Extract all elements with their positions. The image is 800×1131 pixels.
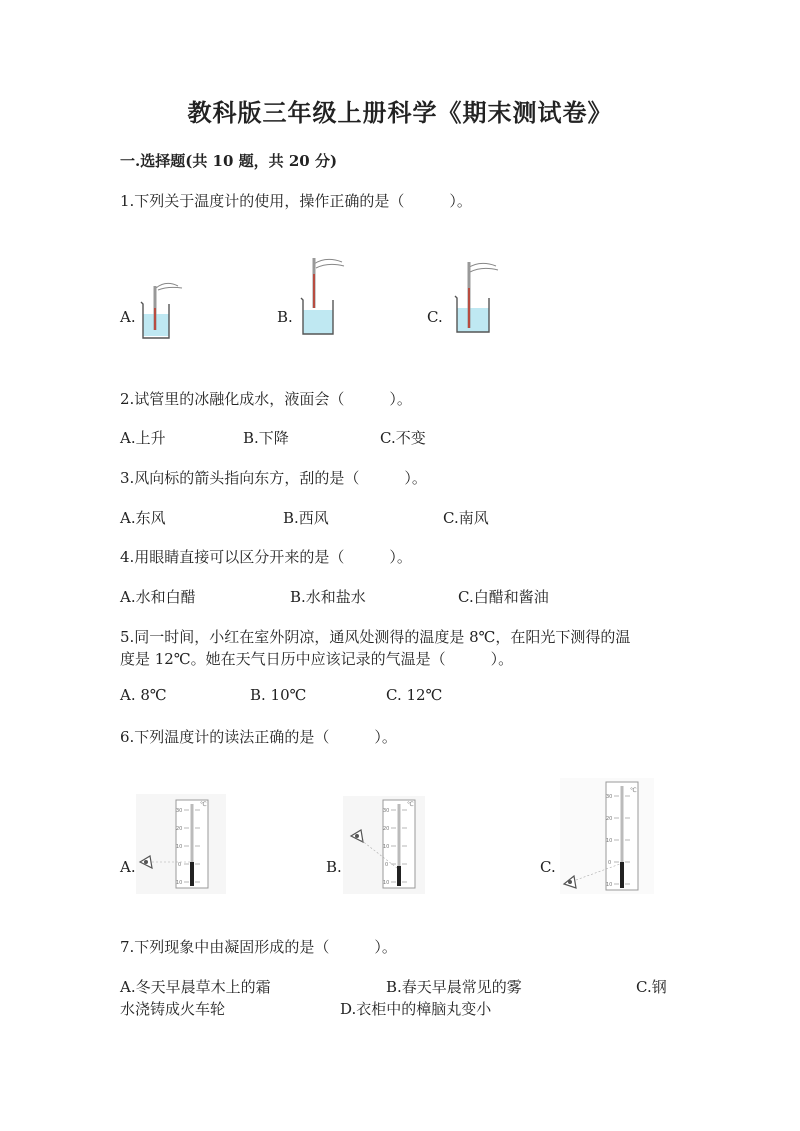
q4-option-b[interactable]: B.水和盐水 [290,588,366,606]
section-heading: 一.选择题(共 10 题，共 20 分) [120,152,338,170]
question-4-stem: 4.用眼睛直接可以区分开来的是（ ）。 [120,548,412,566]
q5-option-b[interactable]: B. 10℃ [250,686,307,704]
q7-option-a[interactable]: A.冬天早晨草木上的霜 [120,978,271,996]
scale-tick-label: 0 [608,860,612,866]
scale-tick-label: 10 [606,838,613,844]
q5-option-c[interactable]: C. 12℃ [386,686,443,704]
q6-option-b-label[interactable]: B. [326,858,342,876]
page-title: 教科版三年级上册科学《期末测试卷》 [187,98,613,127]
thermometer-figure-c [560,778,654,894]
q2-option-c[interactable]: C.不变 [380,429,426,447]
scale-tick-label: 30 [383,808,390,814]
scale-tick-0: 0 [178,862,182,868]
question-1-stem: 1.下列关于温度计的使用，操作正确的是（ ）。 [120,192,472,210]
beaker-figure-a [138,278,186,342]
scale-tick-label: 10 [383,844,390,850]
thermometer-figure-a [136,794,226,894]
q4-option-c[interactable]: C.白醋和酱油 [458,588,549,606]
scale-tick-label: 20 [383,826,390,832]
scale-unit: ℃ [407,801,414,808]
q2-option-b[interactable]: B.下降 [243,429,289,447]
scale-tick-20: 20 [176,826,183,832]
question-2-stem: 2.试管里的冰融化成水，液面会（ ）。 [120,390,412,408]
q3-option-a[interactable]: A.东风 [120,509,166,527]
q7-option-c[interactable]: C.钢 [636,978,667,996]
q3-option-b[interactable]: B.西风 [283,509,329,527]
question-3-stem: 3.风向标的箭头指向东方，刮的是（ ）。 [120,469,427,487]
scale-tick-minus10: 10 [176,880,183,886]
q1-option-c-label[interactable]: C. [427,308,443,326]
q1-option-b-label[interactable]: B. [277,308,293,326]
q6-option-c-label[interactable]: C. [540,858,556,876]
q2-option-a[interactable]: A.上升 [120,429,166,447]
scale-tick-label: 10 [606,882,613,888]
q7-option-d[interactable]: D.衣柜中的樟脑丸变小 [340,1000,492,1018]
q7-option-b[interactable]: B.春天早晨常见的雾 [386,978,522,996]
scale-tick-label: 20 [606,816,613,822]
scale-tick-label: 0 [385,862,389,868]
question-5-stem-line1: 5.同一时间，小红在室外阴凉，通风处测得的温度是 8℃，在阳光下测得的温 [120,628,631,646]
scale-unit: ℃ [630,787,637,794]
q3-option-c[interactable]: C.南风 [443,509,489,527]
question-5-stem-line2: 度是 12℃。她在天气日历中应该记录的气温是（ ）。 [120,650,514,668]
q7-option-c-continued: 水浇铸成火车轮 [120,1000,226,1018]
scale-tick-30: 30 [176,808,183,814]
scale-tick-10: 10 [176,844,183,850]
thermometer-figure-b [343,796,425,894]
scale-tick-label: 30 [606,794,613,800]
question-6-stem: 6.下列温度计的读法正确的是（ ）。 [120,728,397,746]
q5-option-a[interactable]: A. 8℃ [120,686,167,704]
scale-tick-label: 10 [383,880,390,886]
beaker-figure-c [452,258,502,338]
q1-option-a-label[interactable]: A. [120,308,136,326]
question-7-stem: 7.下列现象中由凝固形成的是（ ）。 [120,938,397,956]
scale-unit: ℃ [200,801,207,808]
q6-option-a-label[interactable]: A. [120,858,136,876]
q4-option-a[interactable]: A.水和白醋 [120,588,196,606]
beaker-figure-b [298,256,348,338]
